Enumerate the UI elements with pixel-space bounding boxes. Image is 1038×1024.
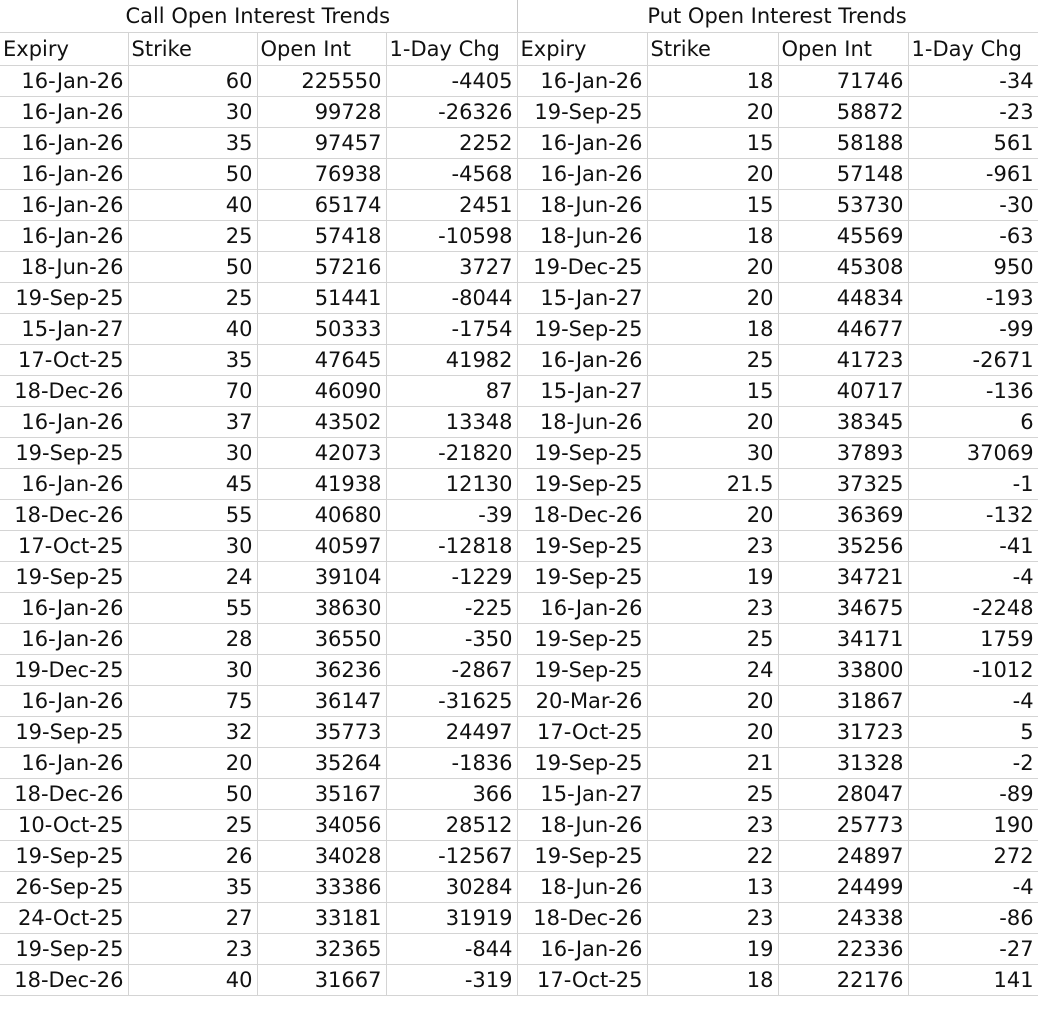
put-open-int-cell[interactable]: 25773 (778, 809, 908, 840)
put-strike-cell[interactable]: 20 (647, 716, 778, 747)
call-expiry-cell[interactable]: 16-Jan-26 (0, 96, 128, 127)
call-expiry-cell[interactable]: 16-Jan-26 (0, 592, 128, 623)
call-expiry-cell[interactable]: 18-Dec-26 (0, 375, 128, 406)
table-row (0, 468, 1038, 499)
call-open-int-cell[interactable]: 76938 (257, 158, 386, 189)
put-strike-cell[interactable]: 13 (647, 871, 778, 902)
put-open-int-cell[interactable]: 58188 (778, 127, 908, 158)
put-strike-cell[interactable]: 15 (647, 189, 778, 220)
table-row (0, 933, 1038, 964)
call-expiry-cell[interactable]: 18-Dec-26 (0, 499, 128, 530)
call-expiry-cell[interactable]: 19-Sep-25 (0, 561, 128, 592)
call-open-int-cell[interactable]: 34056 (257, 809, 386, 840)
put-strike-cell[interactable]: 22 (647, 840, 778, 871)
call-1-day-chg-cell[interactable]: -1229 (386, 561, 517, 592)
call-open-int-cell[interactable]: 35264 (257, 747, 386, 778)
call-strike-cell[interactable]: 45 (128, 468, 257, 499)
put-1-day-chg-cell[interactable]: -89 (908, 778, 1038, 809)
put-strike-cell[interactable]: 20 (647, 251, 778, 282)
put-expiry-cell[interactable]: 18-Dec-26 (517, 499, 647, 530)
put-1-day-chg-cell[interactable]: -193 (908, 282, 1038, 313)
table-row (0, 623, 1038, 654)
put-header-1-day-chg[interactable]: 1-Day Chg (908, 32, 1038, 65)
put-open-int-cell[interactable]: 71746 (778, 65, 908, 96)
put-expiry-cell[interactable]: 19-Sep-25 (517, 561, 647, 592)
put-expiry-cell[interactable]: 17-Oct-25 (517, 964, 647, 995)
call-open-int-cell[interactable]: 97457 (257, 127, 386, 158)
put-open-int-cell[interactable]: 44834 (778, 282, 908, 313)
put-open-int-cell[interactable]: 24338 (778, 902, 908, 933)
put-open-int-cell[interactable]: 45308 (778, 251, 908, 282)
call-expiry-cell[interactable]: 16-Jan-26 (0, 220, 128, 251)
call-open-int-cell[interactable]: 50333 (257, 313, 386, 344)
put-strike-cell[interactable]: 15 (647, 127, 778, 158)
put-open-int-cell[interactable]: 34721 (778, 561, 908, 592)
put-expiry-cell[interactable]: 16-Jan-26 (517, 344, 647, 375)
call-expiry-cell[interactable]: 16-Jan-26 (0, 65, 128, 96)
put-expiry-cell[interactable]: 17-Oct-25 (517, 716, 647, 747)
put-1-day-chg-cell[interactable]: -86 (908, 902, 1038, 933)
table-row (0, 375, 1038, 406)
call-open-int-cell[interactable]: 42073 (257, 437, 386, 468)
put-open-int-cell[interactable]: 45569 (778, 220, 908, 251)
call-1-day-chg-cell[interactable]: -10598 (386, 220, 517, 251)
put-expiry-cell[interactable]: 16-Jan-26 (517, 592, 647, 623)
call-open-int-cell[interactable]: 99728 (257, 96, 386, 127)
put-1-day-chg-cell[interactable]: -132 (908, 499, 1038, 530)
put-expiry-cell[interactable]: 19-Dec-25 (517, 251, 647, 282)
put-1-day-chg-cell[interactable]: -4 (908, 871, 1038, 902)
call-strike-cell[interactable]: 30 (128, 654, 257, 685)
call-expiry-cell[interactable]: 19-Sep-25 (0, 716, 128, 747)
put-1-day-chg-cell[interactable]: 190 (908, 809, 1038, 840)
put-1-day-chg-cell[interactable]: 561 (908, 127, 1038, 158)
call-expiry-cell[interactable]: 16-Jan-26 (0, 685, 128, 716)
call-expiry-cell[interactable]: 17-Oct-25 (0, 344, 128, 375)
put-strike-cell[interactable]: 25 (647, 623, 778, 654)
title-row (0, 0, 1038, 32)
table-row (0, 96, 1038, 127)
call-strike-cell[interactable]: 25 (128, 220, 257, 251)
put-strike-cell[interactable]: 20 (647, 96, 778, 127)
header-row (0, 32, 1038, 65)
put-expiry-cell[interactable]: 18-Jun-26 (517, 220, 647, 251)
put-expiry-cell[interactable]: 19-Sep-25 (517, 840, 647, 871)
table-row (0, 871, 1038, 902)
call-strike-cell[interactable]: 28 (128, 623, 257, 654)
call-1-day-chg-cell[interactable]: -225 (386, 592, 517, 623)
put-open-int-cell[interactable]: 37325 (778, 468, 908, 499)
put-expiry-cell[interactable]: 19-Sep-25 (517, 437, 647, 468)
put-strike-cell[interactable]: 25 (647, 344, 778, 375)
put-expiry-cell[interactable]: 15-Jan-27 (517, 375, 647, 406)
table-row (0, 840, 1038, 871)
table-row (0, 406, 1038, 437)
put-expiry-cell[interactable]: 19-Sep-25 (517, 313, 647, 344)
call-strike-cell[interactable]: 35 (128, 344, 257, 375)
put-expiry-cell[interactable]: 19-Sep-25 (517, 530, 647, 561)
call-open-int-cell[interactable]: 40597 (257, 530, 386, 561)
put-open-int-cell[interactable]: 44677 (778, 313, 908, 344)
table-row (0, 778, 1038, 809)
put-header-expiry[interactable]: Expiry (517, 32, 647, 65)
call-expiry-cell[interactable]: 17-Oct-25 (0, 530, 128, 561)
put-open-int-cell[interactable]: 58872 (778, 96, 908, 127)
put-1-day-chg-cell[interactable]: 1759 (908, 623, 1038, 654)
put-strike-cell[interactable]: 23 (647, 530, 778, 561)
put-open-int-cell[interactable]: 33800 (778, 654, 908, 685)
put-open-int-cell[interactable]: 24897 (778, 840, 908, 871)
call-1-day-chg-cell[interactable]: -12818 (386, 530, 517, 561)
call-1-day-chg-cell[interactable]: 3727 (386, 251, 517, 282)
call-header-expiry[interactable]: Expiry (0, 32, 128, 65)
table-row (0, 282, 1038, 313)
call-1-day-chg-cell[interactable]: 31919 (386, 902, 517, 933)
table-row (0, 437, 1038, 468)
call-expiry-cell[interactable]: 24-Oct-25 (0, 902, 128, 933)
call-open-int-cell[interactable]: 35167 (257, 778, 386, 809)
call-open-int-cell[interactable]: 57216 (257, 251, 386, 282)
table-row (0, 654, 1038, 685)
put-strike-cell[interactable]: 21.5 (647, 468, 778, 499)
put-expiry-cell[interactable]: 19-Sep-25 (517, 468, 647, 499)
call-expiry-cell[interactable]: 10-Oct-25 (0, 809, 128, 840)
call-expiry-cell[interactable]: 16-Jan-26 (0, 189, 128, 220)
put-expiry-cell[interactable]: 18-Jun-26 (517, 809, 647, 840)
call-1-day-chg-cell[interactable]: -4405 (386, 65, 517, 96)
call-header-strike[interactable]: Strike (128, 32, 257, 65)
call-strike-cell[interactable]: 55 (128, 499, 257, 530)
put-strike-cell[interactable]: 25 (647, 778, 778, 809)
call-open-int-cell[interactable]: 32365 (257, 933, 386, 964)
call-strike-cell[interactable]: 75 (128, 685, 257, 716)
call-expiry-cell[interactable]: 16-Jan-26 (0, 158, 128, 189)
call-strike-cell[interactable]: 32 (128, 716, 257, 747)
put-open-int-cell[interactable]: 22336 (778, 933, 908, 964)
put-1-day-chg-cell[interactable]: -2 (908, 747, 1038, 778)
call-strike-cell[interactable]: 25 (128, 809, 257, 840)
call-strike-cell[interactable]: 20 (128, 747, 257, 778)
call-expiry-cell[interactable]: 19-Dec-25 (0, 654, 128, 685)
call-strike-cell[interactable]: 40 (128, 313, 257, 344)
table-row (0, 189, 1038, 220)
put-open-int-cell[interactable]: 38345 (778, 406, 908, 437)
call-1-day-chg-cell[interactable]: 24497 (386, 716, 517, 747)
put-expiry-cell[interactable]: 18-Jun-26 (517, 406, 647, 437)
call-expiry-cell[interactable]: 16-Jan-26 (0, 127, 128, 158)
table-row (0, 964, 1038, 995)
call-strike-cell[interactable]: 60 (128, 65, 257, 96)
call-open-int-cell[interactable]: 31667 (257, 964, 386, 995)
call-expiry-cell[interactable]: 16-Jan-26 (0, 623, 128, 654)
put-strike-cell[interactable]: 23 (647, 902, 778, 933)
table-row (0, 592, 1038, 623)
put-strike-cell[interactable]: 19 (647, 561, 778, 592)
call-expiry-cell[interactable]: 16-Jan-26 (0, 468, 128, 499)
call-strike-cell[interactable]: 50 (128, 778, 257, 809)
call-expiry-cell[interactable]: 19-Sep-25 (0, 437, 128, 468)
put-expiry-cell[interactable]: 15-Jan-27 (517, 778, 647, 809)
put-open-int-cell[interactable]: 34675 (778, 592, 908, 623)
put-open-int-cell[interactable]: 28047 (778, 778, 908, 809)
put-strike-cell[interactable]: 20 (647, 406, 778, 437)
call-1-day-chg-cell[interactable]: -844 (386, 933, 517, 964)
call-1-day-chg-cell[interactable]: -350 (386, 623, 517, 654)
call-open-int-cell[interactable]: 40680 (257, 499, 386, 530)
put-expiry-cell[interactable]: 19-Sep-25 (517, 654, 647, 685)
put-1-day-chg-cell[interactable]: 141 (908, 964, 1038, 995)
put-expiry-cell[interactable]: 15-Jan-27 (517, 282, 647, 313)
table-row (0, 747, 1038, 778)
call-header-open-int[interactable]: Open Int (257, 32, 386, 65)
put-expiry-cell[interactable]: 18-Dec-26 (517, 902, 647, 933)
call-strike-cell[interactable]: 30 (128, 96, 257, 127)
call-strike-cell[interactable]: 23 (128, 933, 257, 964)
call-strike-cell[interactable]: 50 (128, 158, 257, 189)
put-1-day-chg-cell[interactable]: 6 (908, 406, 1038, 437)
table-row (0, 65, 1038, 96)
call-1-day-chg-cell[interactable]: -31625 (386, 685, 517, 716)
call-expiry-cell[interactable]: 16-Jan-26 (0, 747, 128, 778)
put-open-int-cell[interactable]: 31723 (778, 716, 908, 747)
put-1-day-chg-cell[interactable]: -4 (908, 685, 1038, 716)
table-row (0, 716, 1038, 747)
put-header-strike[interactable]: Strike (647, 32, 778, 65)
call-open-int-cell[interactable]: 34028 (257, 840, 386, 871)
call-1-day-chg-cell[interactable]: -8044 (386, 282, 517, 313)
table-row (0, 902, 1038, 933)
call-1-day-chg-cell[interactable]: 13348 (386, 406, 517, 437)
call-strike-cell[interactable]: 25 (128, 282, 257, 313)
put-strike-cell[interactable]: 20 (647, 499, 778, 530)
put-header-open-int[interactable]: Open Int (778, 32, 908, 65)
call-expiry-cell[interactable]: 15-Jan-27 (0, 313, 128, 344)
call-open-int-cell[interactable]: 225550 (257, 65, 386, 96)
put-1-day-chg-cell[interactable]: -961 (908, 158, 1038, 189)
call-1-day-chg-cell[interactable]: -1754 (386, 313, 517, 344)
call-strike-cell[interactable]: 55 (128, 592, 257, 623)
table-row (0, 809, 1038, 840)
call-open-int-cell[interactable]: 36550 (257, 623, 386, 654)
put-open-int-cell[interactable]: 31867 (778, 685, 908, 716)
call-strike-cell[interactable]: 70 (128, 375, 257, 406)
call-1-day-chg-cell[interactable]: 12130 (386, 468, 517, 499)
call-expiry-cell[interactable]: 19-Sep-25 (0, 282, 128, 313)
put-strike-cell[interactable]: 18 (647, 313, 778, 344)
call-expiry-cell[interactable]: 18-Dec-26 (0, 778, 128, 809)
put-1-day-chg-cell[interactable]: -23 (908, 96, 1038, 127)
put-expiry-cell[interactable]: 16-Jan-26 (517, 933, 647, 964)
call-strike-cell[interactable]: 26 (128, 840, 257, 871)
put-1-day-chg-cell[interactable]: -136 (908, 375, 1038, 406)
call-open-int-cell[interactable]: 35773 (257, 716, 386, 747)
put-strike-cell[interactable]: 21 (647, 747, 778, 778)
call-open-int-cell[interactable]: 38630 (257, 592, 386, 623)
put-1-day-chg-cell[interactable]: -34 (908, 65, 1038, 96)
call-1-day-chg-cell[interactable]: 30284 (386, 871, 517, 902)
call-header-1-day-chg[interactable]: 1-Day Chg (386, 32, 517, 65)
put-1-day-chg-cell[interactable]: -63 (908, 220, 1038, 251)
call-1-day-chg-cell[interactable]: -2867 (386, 654, 517, 685)
call-open-int-cell[interactable]: 36147 (257, 685, 386, 716)
put-open-int-cell[interactable]: 36369 (778, 499, 908, 530)
call-open-int-cell[interactable]: 51441 (257, 282, 386, 313)
put-1-day-chg-cell[interactable]: -99 (908, 313, 1038, 344)
call-1-day-chg-cell[interactable]: 28512 (386, 809, 517, 840)
put-1-day-chg-cell[interactable]: 5 (908, 716, 1038, 747)
call-open-int-cell[interactable]: 33181 (257, 902, 386, 933)
call-open-int-cell[interactable]: 57418 (257, 220, 386, 251)
table-row (0, 685, 1038, 716)
call-1-day-chg-cell[interactable]: -21820 (386, 437, 517, 468)
call-1-day-chg-cell[interactable]: -4568 (386, 158, 517, 189)
table-row (0, 251, 1038, 282)
call-1-day-chg-cell[interactable]: -12567 (386, 840, 517, 871)
put-1-day-chg-cell[interactable]: -30 (908, 189, 1038, 220)
put-strike-cell[interactable]: 20 (647, 685, 778, 716)
table-row (0, 344, 1038, 375)
call-1-day-chg-cell[interactable]: -1836 (386, 747, 517, 778)
put-expiry-cell[interactable]: 18-Jun-26 (517, 871, 647, 902)
call-open-int-cell[interactable]: 41938 (257, 468, 386, 499)
table-row (0, 530, 1038, 561)
call-strike-cell[interactable]: 27 (128, 902, 257, 933)
call-1-day-chg-cell[interactable]: -319 (386, 964, 517, 995)
put-1-day-chg-cell[interactable]: 950 (908, 251, 1038, 282)
table-row (0, 158, 1038, 189)
put-open-int-cell[interactable]: 41723 (778, 344, 908, 375)
put-expiry-cell[interactable]: 20-Mar-26 (517, 685, 647, 716)
put-strike-cell[interactable]: 18 (647, 220, 778, 251)
table-row (0, 313, 1038, 344)
call-strike-cell[interactable]: 35 (128, 871, 257, 902)
put-1-day-chg-cell[interactable]: -2671 (908, 344, 1038, 375)
put-strike-cell[interactable]: 23 (647, 592, 778, 623)
call-strike-cell[interactable]: 50 (128, 251, 257, 282)
call-expiry-cell[interactable]: 18-Dec-26 (0, 964, 128, 995)
call-strike-cell[interactable]: 30 (128, 437, 257, 468)
put-1-day-chg-cell[interactable]: 37069 (908, 437, 1038, 468)
table-row (0, 561, 1038, 592)
put-1-day-chg-cell[interactable]: -41 (908, 530, 1038, 561)
put-section-title[interactable]: Put Open Interest Trends (517, 0, 1038, 32)
call-strike-cell[interactable]: 40 (128, 189, 257, 220)
call-expiry-cell[interactable]: 18-Jun-26 (0, 251, 128, 282)
call-expiry-cell[interactable]: 19-Sep-25 (0, 840, 128, 871)
call-strike-cell[interactable]: 40 (128, 964, 257, 995)
put-1-day-chg-cell[interactable]: -4 (908, 561, 1038, 592)
call-strike-cell[interactable]: 24 (128, 561, 257, 592)
put-strike-cell[interactable]: 23 (647, 809, 778, 840)
put-open-int-cell[interactable]: 34171 (778, 623, 908, 654)
put-1-day-chg-cell[interactable]: -2248 (908, 592, 1038, 623)
call-1-day-chg-cell[interactable]: 2451 (386, 189, 517, 220)
call-expiry-cell[interactable]: 16-Jan-26 (0, 406, 128, 437)
put-1-day-chg-cell[interactable]: -1 (908, 468, 1038, 499)
put-strike-cell[interactable]: 18 (647, 964, 778, 995)
put-expiry-cell[interactable]: 16-Jan-26 (517, 158, 647, 189)
call-strike-cell[interactable]: 30 (128, 530, 257, 561)
call-open-int-cell[interactable]: 47645 (257, 344, 386, 375)
call-strike-cell[interactable]: 35 (128, 127, 257, 158)
put-open-int-cell[interactable]: 22176 (778, 964, 908, 995)
put-strike-cell[interactable]: 20 (647, 282, 778, 313)
put-strike-cell[interactable]: 20 (647, 158, 778, 189)
put-expiry-cell[interactable]: 18-Jun-26 (517, 189, 647, 220)
call-expiry-cell[interactable]: 26-Sep-25 (0, 871, 128, 902)
put-1-day-chg-cell[interactable]: -27 (908, 933, 1038, 964)
call-1-day-chg-cell[interactable]: 366 (386, 778, 517, 809)
call-open-int-cell[interactable]: 43502 (257, 406, 386, 437)
call-1-day-chg-cell[interactable]: 2252 (386, 127, 517, 158)
put-open-int-cell[interactable]: 35256 (778, 530, 908, 561)
call-expiry-cell[interactable]: 19-Sep-25 (0, 933, 128, 964)
call-1-day-chg-cell[interactable]: -26326 (386, 96, 517, 127)
put-strike-cell[interactable]: 30 (647, 437, 778, 468)
call-open-int-cell[interactable]: 36236 (257, 654, 386, 685)
put-open-int-cell[interactable]: 40717 (778, 375, 908, 406)
call-1-day-chg-cell[interactable]: 87 (386, 375, 517, 406)
put-expiry-cell[interactable]: 16-Jan-26 (517, 65, 647, 96)
call-open-int-cell[interactable]: 65174 (257, 189, 386, 220)
put-1-day-chg-cell[interactable]: -1012 (908, 654, 1038, 685)
call-open-int-cell[interactable]: 39104 (257, 561, 386, 592)
put-strike-cell[interactable]: 18 (647, 65, 778, 96)
call-1-day-chg-cell[interactable]: -39 (386, 499, 517, 530)
put-strike-cell[interactable]: 19 (647, 933, 778, 964)
put-expiry-cell[interactable]: 19-Sep-25 (517, 747, 647, 778)
put-open-int-cell[interactable]: 24499 (778, 871, 908, 902)
call-open-int-cell[interactable]: 46090 (257, 375, 386, 406)
put-strike-cell[interactable]: 15 (647, 375, 778, 406)
call-1-day-chg-cell[interactable]: 41982 (386, 344, 517, 375)
put-strike-cell[interactable]: 24 (647, 654, 778, 685)
put-expiry-cell[interactable]: 19-Sep-25 (517, 96, 647, 127)
put-open-int-cell[interactable]: 37893 (778, 437, 908, 468)
put-expiry-cell[interactable]: 16-Jan-26 (517, 127, 647, 158)
put-open-int-cell[interactable]: 57148 (778, 158, 908, 189)
call-section-title[interactable]: Call Open Interest Trends (0, 0, 517, 32)
put-expiry-cell[interactable]: 19-Sep-25 (517, 623, 647, 654)
table-row (0, 220, 1038, 251)
call-strike-cell[interactable]: 37 (128, 406, 257, 437)
put-open-int-cell[interactable]: 31328 (778, 747, 908, 778)
put-1-day-chg-cell[interactable]: 272 (908, 840, 1038, 871)
table-row (0, 499, 1038, 530)
table-row (0, 127, 1038, 158)
call-open-int-cell[interactable]: 33386 (257, 871, 386, 902)
put-open-int-cell[interactable]: 53730 (778, 189, 908, 220)
